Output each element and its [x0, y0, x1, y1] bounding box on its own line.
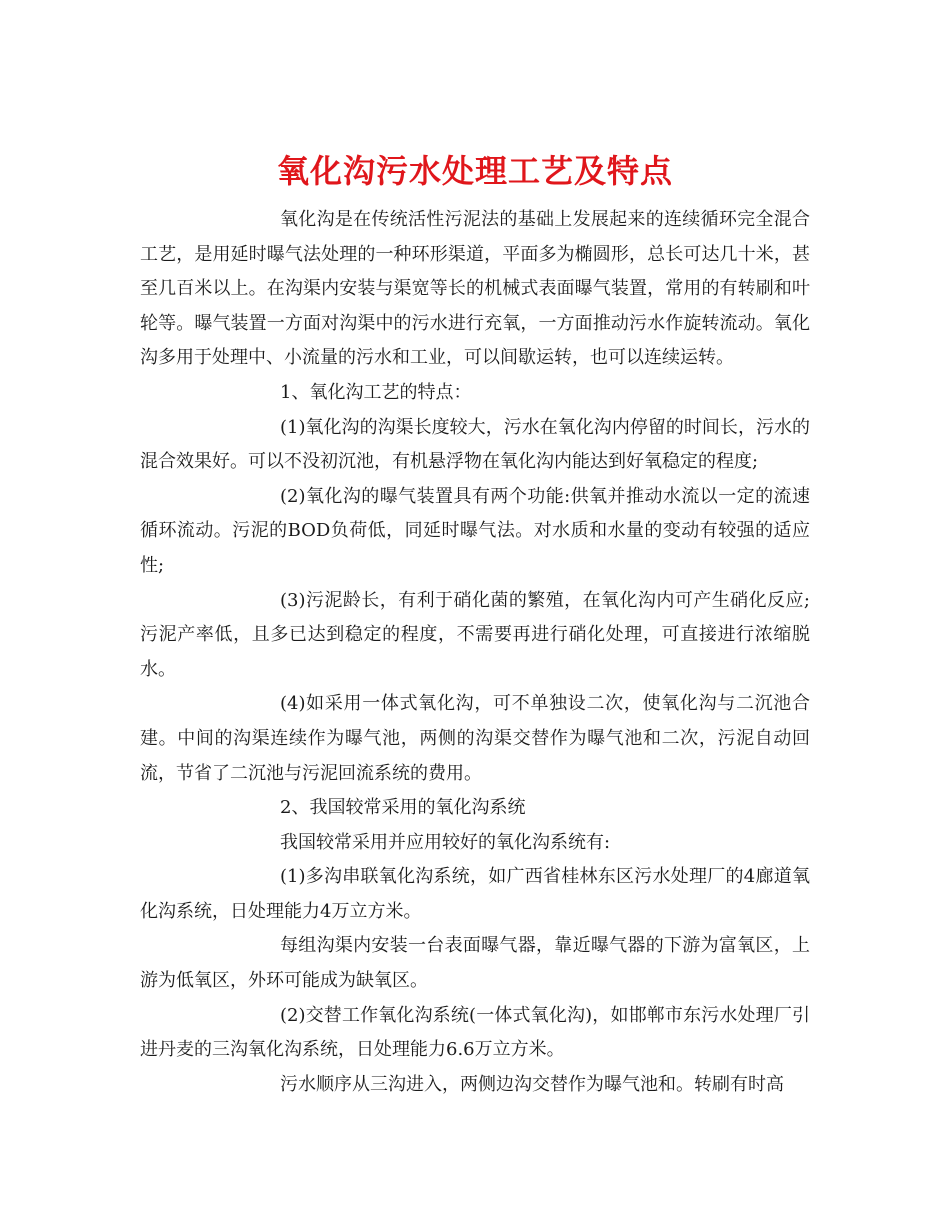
paragraph: 每组沟渠内安装一台表面曝气器，靠近曝气器的下游为富氧区，上游为低氧区，外环可能成为缺氧区。	[140, 935, 810, 992]
paragraph: 污水顺序从三沟进入，两侧边沟交替作为曝气池和。转刷有时高	[280, 1073, 784, 1095]
paragraph: 氧化沟是在传统活性污泥法的基础上发展起来的连续循环完全混合工艺，是用延时曝气法处理的一种环形渠道，平面多为椭圆形，总长可达几十米，甚至几百米以上。在沟渠内安装与渠宽等长的机械式表面曝气装置，常用的有转刷和叶轮等。曝气装置一方面对沟渠中的污水进行充氧，一方面推动污水作旋转流动。氧化沟多用于处理中、小流量的污水和工业，可以间歇运转，也可以连续运转。	[140, 209, 810, 369]
section-heading: 1、氧化沟工艺的特点：	[280, 381, 472, 403]
section-heading: 2、我国较常采用的氧化沟系统	[280, 797, 526, 819]
paragraph: (1)氧化沟的沟渠长度较大，污水在氧化沟内停留的时间长，污水的混合效果好。可以不没初沉池，有机悬浮物在氧化沟内能达到好氧稳定的程度;	[140, 416, 810, 473]
document-body	[140, 203, 810, 1102]
paragraph: (3)污泥龄长，有利于硝化菌的繁殖，在氧化沟内可产生硝化反应;污泥产率低，且多已达到稳定的程度，不需要再进行硝化处理，可直接进行浓缩脱水。	[140, 589, 810, 680]
document-title: 氧化沟污水处理工艺及特点	[276, 152, 673, 191]
paragraph: (2)氧化沟的曝气装置具有两个功能:供氧并推动水流以一定的流速循环流动。污泥的BOD负荷低，同延时曝气法。对水质和水量的变动有较强的适应性;	[140, 485, 810, 576]
paragraph: (2)交替工作氧化沟系统(一体式氧化沟)，如邯郸市东污水处理厂引进丹麦的三沟氧化沟系统，日处理能力6.6万立方米。	[140, 1004, 810, 1061]
paragraph: (4)如采用一体式氧化沟，可不单独设二次，使氧化沟与二沉池合建。中间的沟渠连续作为曝气池，两侧的沟渠交替作为曝气池和二次，污泥自动回流，节省了二沉池与污泥回流系统的费用。	[140, 693, 810, 784]
paragraph: (1)多沟串联氧化沟系统，如广西省桂林东区污水处理厂的4廊道氧化沟系统，日处理能力4万立方米。	[140, 866, 810, 922]
paragraph: 我国较常采用并应用较好的氧化沟系统有:	[280, 831, 611, 853]
